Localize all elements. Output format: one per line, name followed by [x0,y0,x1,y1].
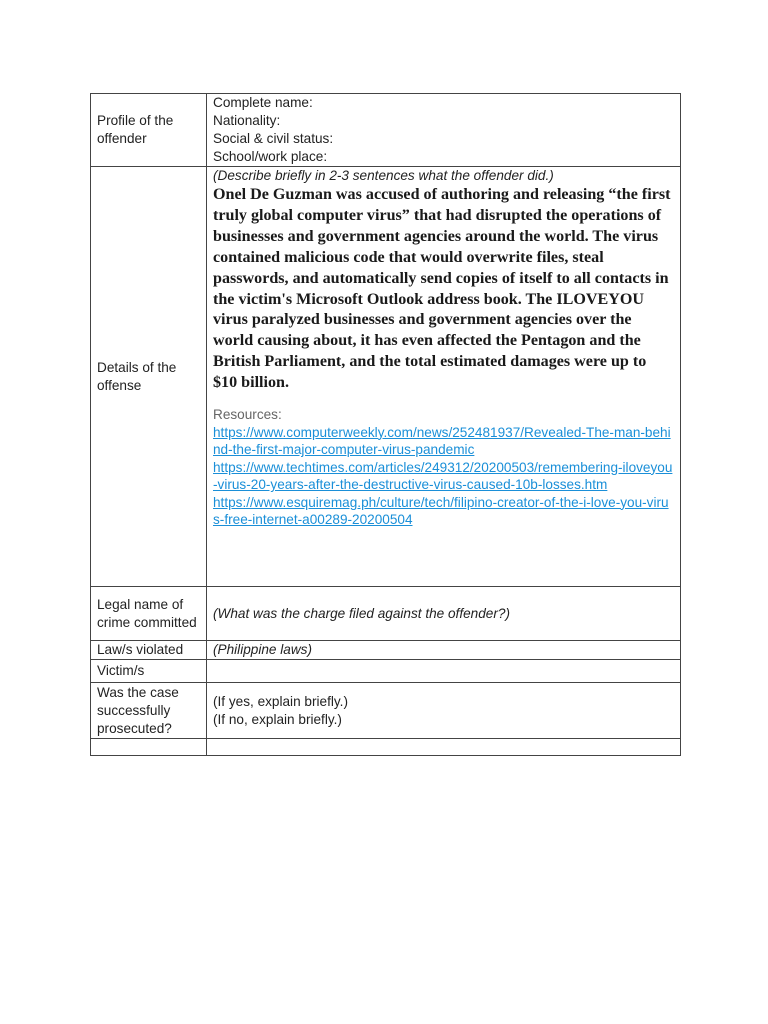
offender-case-table [90,93,681,756]
prosecuted-yes-line: (If yes, explain briefly.) [213,693,348,709]
prosecuted-no-line: (If no, explain briefly.) [213,711,342,727]
victims-row [91,660,681,683]
profile-fields [207,94,681,167]
resource-link-techtimes[interactable]: https://www.techtimes.com/articles/249312/20200503/remembering-iloveyou-virus-20-years-after-the-destructive-virus-caused-10b-losses.htm [213,459,673,493]
resources-label: Resources: [213,407,282,423]
victims-value [207,660,681,683]
laws-violated-row [91,641,681,660]
details-content [207,167,681,587]
social-civil-status-field: Social & civil status: [213,131,334,146]
legal-name-value: (What was the charge filed against the offender?) [207,587,681,641]
empty-row [91,739,681,756]
empty-row-value [207,739,681,756]
prosecuted-label: Was the case successfully prosecuted? [91,683,207,739]
details-label: Details of the offense [91,167,207,587]
laws-violated-label: Law/s violated [91,641,207,660]
nationality-field: Nationality: [213,113,281,128]
victims-label: Victim/s [91,660,207,683]
empty-row-label [91,739,207,756]
resource-link-esquiremag[interactable]: https://www.esquiremag.ph/culture/tech/filipino-creator-of-the-i-love-you-virus-free-internet-a00289-20200504 [213,494,669,528]
prosecuted-value [207,683,681,739]
prosecuted-row [91,683,681,739]
details-instruction: (Describe briefly in 2-3 sentences what the offender did.) [213,168,554,183]
details-row [91,167,681,587]
legal-name-row [91,587,681,641]
profile-row [91,94,681,167]
school-work-place-field: School/work place: [213,149,328,164]
legal-name-label: Legal name of crime committed [91,587,207,641]
resource-link-computerweekly[interactable]: https://www.computerweekly.com/news/252481937/Revealed-The-man-behind-the-first-major-computer-virus-pandemic [213,424,671,458]
laws-violated-value: (Philippine laws) [207,641,681,660]
complete-name-field: Complete name: [213,95,313,110]
offense-narrative: Onel De Guzman was accused of authoring and releasing “the first truly global computer virus” that had disrupted the operations of businesses and government agencies around the world. The virus contained malicious code that would overwrite files, steal passwords, and automatically send copies of itself to all contacts in the victim's Microsoft Outlook address book. The ILOVEYOU virus paralyzed businesses and government agencies over the world causing about, it has even affected the Pentagon and the British Parliament, and the total estimated damages were up to $10 billion. [213,186,671,392]
profile-label: Profile of the offender [91,94,207,167]
